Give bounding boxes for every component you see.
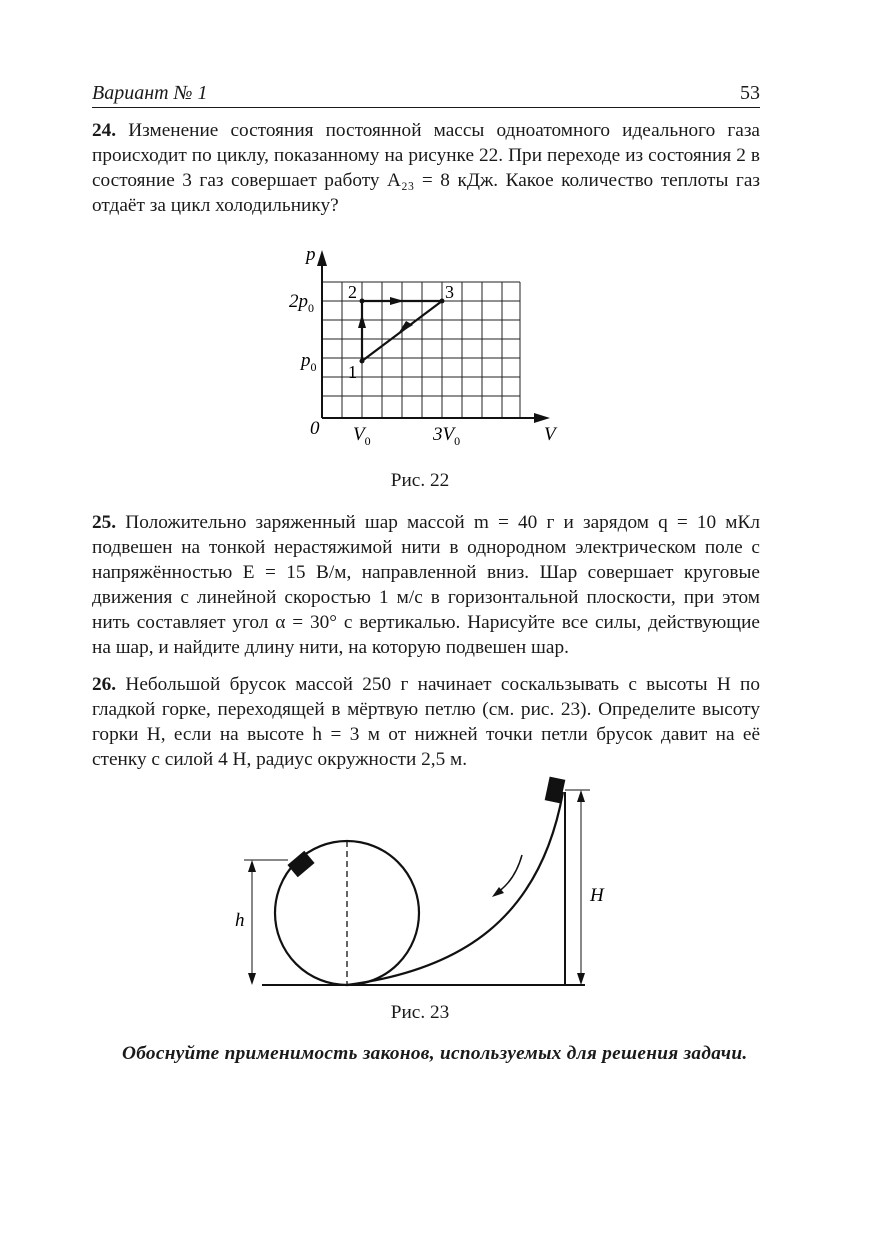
tick-3v0 bbox=[432, 424, 460, 448]
h-arrow-bottom bbox=[248, 973, 256, 985]
running-title: Вариант № 1 bbox=[92, 82, 208, 104]
problem-25 bbox=[92, 510, 760, 660]
point-2-label: 2 bbox=[348, 282, 357, 302]
footer-note: Обоснуйте применимость законов, используемых для решения задачи. bbox=[122, 1043, 748, 1064]
h-label: h bbox=[235, 910, 245, 931]
tick-v0-sub: 0 bbox=[364, 434, 371, 448]
motion-arrow bbox=[498, 855, 522, 892]
figure-22-caption: Рис. 22 bbox=[390, 470, 450, 491]
h-arrow-top bbox=[248, 860, 256, 872]
tick-2p0-main: 2p bbox=[289, 291, 308, 312]
tick-v0 bbox=[353, 424, 371, 448]
header-rule bbox=[92, 107, 760, 108]
figure-23-caption: Рис. 23 bbox=[390, 1002, 450, 1023]
tick-p0-main: p bbox=[301, 350, 311, 371]
point-2-dot bbox=[360, 299, 365, 304]
H-arrow-bottom bbox=[577, 973, 585, 985]
tick-3v0-main: 3V bbox=[433, 424, 455, 445]
page-number: 53 bbox=[740, 82, 760, 104]
grid bbox=[322, 282, 520, 418]
p-axis-arrow bbox=[317, 250, 327, 266]
problem-text: Изменение состояния постоянной массы одноатомного идеального газа происходит по циклу, показанному на рисунке 22. При переходе из состояния 2 в состояние 3 газ совершает работу A₂₃ = 8 кДж. Какое количество теплоты газ отдаёт за цикл холодильнику? bbox=[92, 120, 760, 216]
arrow-1-2 bbox=[358, 314, 366, 328]
problem-26 bbox=[92, 672, 760, 772]
page-header bbox=[92, 80, 760, 108]
tick-2p0 bbox=[289, 291, 314, 315]
arrow-3-1 bbox=[398, 321, 413, 334]
point-1-label: 1 bbox=[348, 362, 357, 382]
problem-number: 26. bbox=[92, 674, 117, 695]
problem-number: 24. bbox=[92, 120, 117, 141]
point-3-label: 3 bbox=[445, 282, 454, 302]
slide-curve bbox=[347, 792, 563, 985]
origin-label: 0 bbox=[310, 418, 320, 439]
tick-3v0-sub: 0 bbox=[454, 434, 461, 448]
axis-p-label: p bbox=[306, 244, 316, 265]
problem-text: Положительно заряженный шар массой m = 40 г и зарядом q = 10 мКл подвешен на тонкой нерастяжимой нити в однородном электрическом поле с напряжённостью E = 15 В/м, направленной вниз. Шар совершает круговые движения с линейной скоростью 1 м/с в горизонтальной плоскости, при этом нить составляет угол α = 30° с вертикалью. Нарисуйте все силы, действующие на шар, и найдите длину нити, на которую подвешен шар. bbox=[92, 512, 760, 658]
tick-v0-main: V bbox=[353, 424, 365, 445]
H-arrow-top bbox=[577, 790, 585, 802]
figure-23-loop-diagram bbox=[220, 770, 620, 1000]
v-axis-arrow bbox=[534, 413, 550, 423]
figure-22-pv-diagram bbox=[280, 240, 580, 455]
problem-number: 25. bbox=[92, 512, 117, 533]
H-label: H bbox=[590, 885, 604, 906]
problem-24 bbox=[92, 118, 760, 218]
axis-v-label: V bbox=[544, 424, 556, 445]
block-loop bbox=[287, 851, 314, 877]
tick-2p0-sub: 0 bbox=[308, 301, 314, 315]
point-1-dot bbox=[360, 359, 365, 364]
tick-p0-sub: 0 bbox=[310, 360, 317, 374]
problem-text: Небольшой брусок массой 250 г начинает соскальзывать с высоты H по гладкой горке, переходящей в мёртвую петлю (см. рис. 23). Определите высоту горки H, если на высоте h = 3 м от нижней точки петли брусок давит на её стенку с силой 4 Н, радиус окружности 2,5 м. bbox=[92, 674, 760, 770]
point-3-dot bbox=[440, 299, 445, 304]
tick-p0 bbox=[299, 350, 317, 374]
